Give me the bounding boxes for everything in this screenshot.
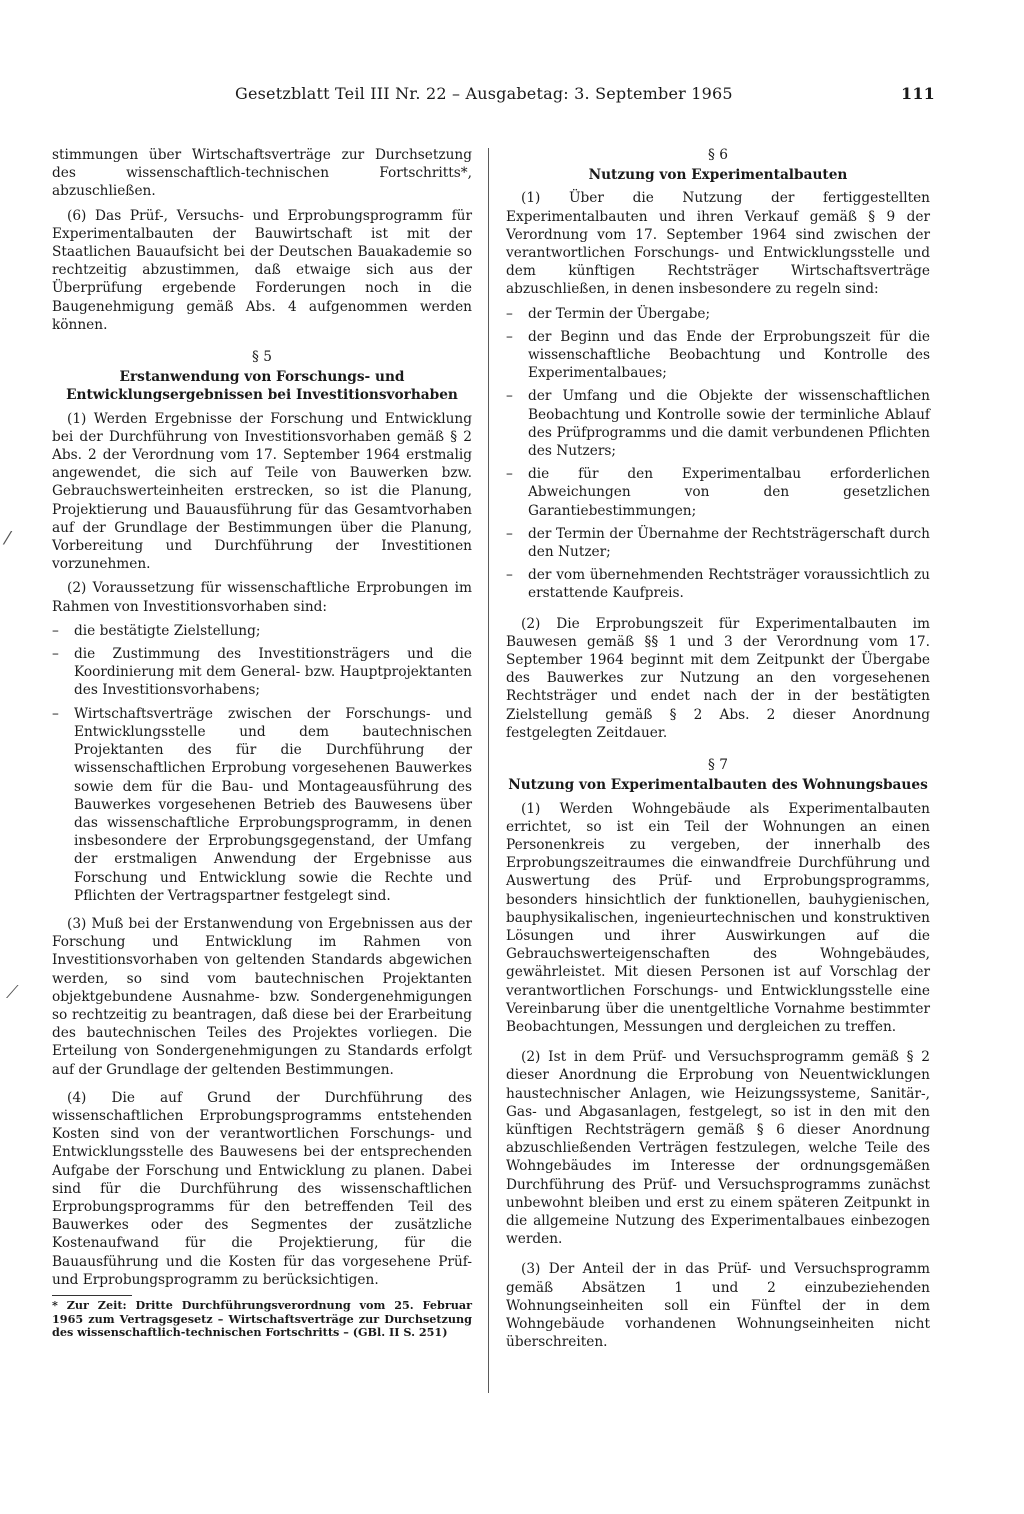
dash-bullet: – — [52, 646, 59, 663]
dash-bullet: – — [506, 305, 513, 322]
dash-bullet: – — [506, 525, 513, 542]
section-6-paragraph-2: (2) Die Erprobungszeit für Experimentalbauten im Bauwesen gemäß §§ 1 und 3 der Verordnung vom 17. September 1964 beginnt mit dem Zeitpunkt der Übergabe des Bauwerkes zur Nutzung an den vorgesehenen Rechtsträger und endet nach der in der bestätigten Zielstellung gemäß § 2 Abs. 2 dieser Anordnung festgelegten Zeitdauer. — [506, 615, 930, 741]
margin-pencil-mark: ⟋ — [6, 982, 19, 1003]
section-5-paragraph-2: (2) Voraussetzung für wissenschaftliche Erprobungen im Rahmen von Investitionsvorhaben sind: — [52, 580, 472, 615]
list-item-text: die für den Experimentalbau erforderlichen Abweichungen von den gesetzlichen Garantiebestimmungen; — [528, 466, 930, 519]
list-item-text: Wirtschaftsverträge zwischen der Forschungs- und Entwicklungsstelle und dem bautechnischen Projektanten des für die Durchführung der wissenschaftlichen Erprobung vorgesehenen Bauwerkes sowie dem für die Bau- und Montageausführung des Bauwerkes vorgesehenen Betrieb des Bauwesens über das wissenschaftliche Erprobungsprogramm, in denen insbesondere der Erprobungsgegenstand, der Umfang der erstmaligen Anwendung der Ergebnisse aus Forschung und Entwicklung sowie die Rechte und Pflichten der Vertragspartner festgelegt sind. — [74, 705, 472, 904]
dash-bullet: – — [506, 567, 513, 584]
dash-bullet: – — [52, 705, 59, 722]
header-title: Gesetzblatt Teil III Nr. 22 – Ausgabetag: 3. September 1965 — [235, 84, 733, 103]
list-item-text: der Umfang und die Objekte der wissenschaftlichen Beobachtung und Kontrolle sowie der terminliche Ablauf des Prüfprogramms und die damit verbundenen Pflichten des Nutzers; — [528, 388, 930, 460]
section-7-paragraph-2: (2) Ist in dem Prüf- und Versuchsprogramm gemäß § 2 dieser Anordnung die Erprobung von Neuentwicklungen haustechnischer Anlagen, wie Heizungssysteme, Sanitär-, Gas- und Abgasanlagen, festgelegt, so ist in den mit den künftigen Rechtsträgern gemäß § 6 dieser Anordnung abzuschließenden Verträgen festzulegen, welche Teile des Wohngebäudes im Interesse der ordnungsgemäßen Durchführung des Prüf- und Versuchsprogramms zunächst unbewohnt bleiben und erst zu einem späteren Zeitpunkt in die allgemeine Nutzung des Experimentalbaues einbezogen werden. — [506, 1049, 930, 1248]
dash-bullet: – — [52, 622, 59, 639]
list-item — [506, 387, 930, 460]
paragraph-continuation: stimmungen über Wirtschaftsverträge zur Durchsetzung des wissenschaftlich-technischen Fortschritts*, abzuschließen. — [52, 147, 472, 200]
list-item — [506, 328, 930, 383]
dash-bullet: – — [506, 388, 513, 405]
section-7-paragraph-1: (1) Werden Wohngebäude als Experimentalbauten errichtet, so ist ein Teil der Wohnungen an einen Personenkreis zu vergeben, der innerhalb des Erprobungszeitraumes die einwandfreie Durchführung und Auswertung des Prüf- und Erprobungsprogramms, besonders hinsichtlich der funktionellen, bauhygienischen, bauphysikalischen, ingenieurtechnischen und konstruktiven Lösungen und ihrer Auswirkungen auf die Gebrauchswerteigenschaften des Wohngebäudes, gewährleistet. Mit diesen Personen ist auf Vorschlag der verantwortlichen Forschungs- und Entwicklungsstelle eine Vereinbarung über die unentgeltliche Vornahme bestimmter Beobachtungen, Messungen und dergleichen zu treffen. — [506, 800, 930, 1035]
list-item-text: der Beginn und das Ende der Erprobungszeit für die wissenschaftliche Beobachtung und Kontrolle des Experimentalbaues; — [528, 328, 930, 382]
dash-bullet: – — [506, 328, 513, 345]
list-item — [506, 305, 930, 323]
page-header — [235, 84, 935, 108]
list-item — [52, 645, 472, 700]
column-divider — [488, 148, 489, 1393]
list-item — [52, 622, 472, 640]
list-item-text: die bestätigte Zielstellung; — [74, 622, 261, 639]
page-number: 111 — [901, 84, 935, 103]
list-item — [506, 566, 930, 602]
list-item — [506, 465, 930, 520]
footnote: * Zur Zeit: Dritte Durchführungsverordnung vom 25. Februar 1965 zum Vertragsgesetz – Wirtschaftsverträge zur Durchsetzung des wissenschaftlich-technischen Fortschritts – (GBl. II S. 251) — [52, 1297, 472, 1340]
section-6-heading: Nutzung von Experimentalbauten — [588, 167, 848, 184]
left-column — [52, 146, 472, 1340]
list-item-text: der vom übernehmenden Rechtsträger voraussichtlich zu erstattende Kaufpreis. — [528, 567, 930, 602]
paragraph-6: (6) Das Prüf-, Versuchs- und Erprobungsprogramm für Experimentalbauten der Bauwirtschaft ist mit der Staatlichen Bauaufsicht bei der Deutschen Bauakademie so rechtzeitig abzustimmen, daß etwaige sich aus der Überprüfung ergebende Forderungen noch in die Baugenehmigung gemäß Abs. 4 aufgenommen werden können. — [52, 207, 472, 333]
footnote-rule — [52, 1295, 132, 1296]
list-item-text: die Zustimmung des Investitionsträgers und die Koordinierung mit dem General- bzw. Hauptprojektanten des Investitionsvorhabens; — [74, 646, 472, 699]
list-item-text: der Termin der Übergabe; — [528, 305, 711, 322]
section-6-number: § 6 — [708, 147, 728, 163]
list-item — [52, 705, 472, 905]
section-5-number: § 5 — [252, 349, 272, 366]
section-7-number: § 7 — [708, 757, 728, 774]
list-item — [506, 525, 930, 561]
section-5-heading: Erstanwendung von Forschungs- und Entwicklungsergebnissen bei Investitionsvorhaben — [66, 369, 458, 404]
right-column — [506, 146, 930, 1357]
margin-pencil-mark: ⁄ — [6, 528, 10, 549]
section-7-heading: Nutzung von Experimentalbauten des Wohnungsbaues — [508, 777, 928, 794]
section-7-paragraph-3: (3) Der Anteil der in das Prüf- und Versuchsprogramm gemäß Absätzen 1 und 2 einzubeziehenden Wohnungseinheiten soll ein Fünftel der in dem Wohngebäude vorhandenen Wohnungseinheiten nicht überschreiten. — [506, 1261, 930, 1351]
section-6-paragraph-1: (1) Über die Nutzung der fertiggestellten Experimentalbauten und ihren Verkauf gemäß § 9 der Verordnung vom 17. September 1964 sind zwischen der verantwortlichen Forschungs- und Entwicklungsstelle und dem künftigen Rechtsträger Wirtschaftsverträge abzuschließen, in denen insbesondere zu regeln sind: — [506, 190, 930, 298]
list-item-text: der Termin der Übernahme der Rechtsträgerschaft durch den Nutzer; — [528, 525, 930, 561]
section-5-paragraph-3: (3) Muß bei der Erstanwendung von Ergebnissen aus der Forschung und Entwicklung im Rahmen von Investitionsvorhaben von geltenden Standards abgewichen werden, so sind vom bautechnischen Projektanten objektgebundene Ausnahme- bzw. Sondergenehmigungen so rechtzeitig zu beantragen, daß diese bei der Erarbeitung des bautechnischen Teiles des Projektes vorliegen. Die Erteilung von Sondergenehmigungen zu Standards erfolgt auf der Grundlage der geltenden Bestimmungen. — [52, 915, 472, 1078]
section-5-paragraph-4: (4) Die auf Grund der Durchführung des wissenschaftlichen Erprobungsprogramms entstehenden Kosten sind von der verantwortlichen Forschungs- und Entwicklungsstelle des Bauwesens bei der entsprechenden Aufgabe der Forschung und Entwicklung zu planen. Dabei sind für die Durchführung des wissenschaftlichen Erprobungsprogramms für den betreffenden Teil des Bauwerkes oder des Segmentes der zusätzliche Kostenaufwand für die Projektierung, für die Bauausführung und die Kosten für das vorgesehene Prüf- und Erprobungsprogramm zu berücksichtigen. — [52, 1089, 472, 1288]
dash-bullet: – — [506, 466, 513, 483]
section-5-paragraph-1: (1) Werden Ergebnisse der Forschung und Entwicklung bei der Durchführung von Investitionsvorhaben gemäß § 2 Abs. 2 der Verordnung vom 17. September 1964 erstmalig angewendet, die sich auf Teile von Bauwerken bzw. Gebrauchswerteinheiten erstrecken, so ist die Planung, Projektierung und Bauausführung für das Gesamtvorhaben auf der Grundlage der Bestimmungen über die Planung, Vorbereitung und Durchführung der Investitionen vorzunehmen. — [52, 410, 472, 573]
